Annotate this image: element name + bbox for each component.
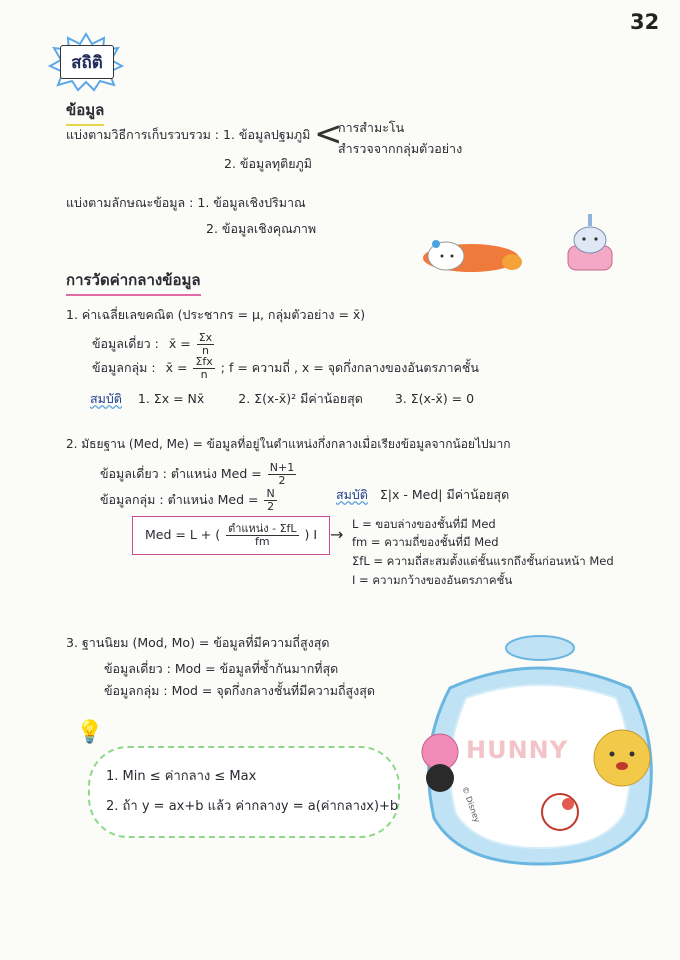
mean-group-fraction bbox=[193, 356, 214, 381]
mean-group-numerator: Σfx bbox=[195, 355, 213, 368]
median-formula-box bbox=[132, 516, 330, 555]
section-data-heading: ข้อมูล bbox=[66, 98, 104, 126]
median-single-denominator: 2 bbox=[278, 474, 286, 488]
bath-cat-sticker bbox=[562, 212, 618, 274]
page-number: 32 bbox=[630, 10, 660, 34]
arrow-right-icon: → bbox=[330, 525, 344, 544]
census-label: การสำมะโน bbox=[338, 120, 405, 135]
mean-property-1: 1. Σx = Nx̄ bbox=[137, 391, 205, 406]
page-title: สถิติ bbox=[60, 45, 114, 79]
disney-mark: © Disney bbox=[460, 785, 482, 824]
mean-property-3: 3. Σ(x-x̄) = 0 bbox=[394, 391, 475, 406]
central-tendency-heading: การวัดค่ากลางข้อมูล bbox=[66, 268, 201, 296]
note-box bbox=[88, 746, 400, 838]
median-single-row bbox=[100, 462, 298, 487]
mean-group-lhs: x̄ = bbox=[165, 360, 188, 376]
mean-property-2: 2. Σ(x-x̄)² มีค่าน้อยสุด bbox=[238, 391, 363, 406]
mean-group-row bbox=[92, 356, 479, 381]
mean-single-denominator: n bbox=[201, 344, 209, 358]
data-type-line: แบ่งตามลักษณะข้อมูล : 1. ข้อมูลเชิงปริมาณ bbox=[66, 195, 306, 210]
legend-sfl: ΣfL = ความถี่สะสมตั้งแต่ชั้นแรกถึงชั้นก่อนหน้า Med bbox=[352, 554, 614, 568]
sleeping-cat-sticker bbox=[416, 226, 526, 276]
sample-survey-label: สำรวจจากกลุ่มตัวอย่าง bbox=[338, 141, 463, 156]
mean-single-fraction bbox=[197, 332, 214, 357]
median-formula-lhs: Med = L + ( bbox=[145, 527, 221, 543]
hunny-jar-label: HUNNY bbox=[466, 736, 569, 764]
mean-group-denominator: n bbox=[200, 368, 208, 382]
qualitative-data-item: 2. ข้อมูลเชิงคุณภาพ bbox=[206, 221, 317, 236]
median-group-label: ข้อมูลกลุ่ม : ตำแหน่ง Med = bbox=[100, 492, 259, 508]
note-line-1: 1. Min ≤ ค่ากลาง ≤ Max bbox=[106, 769, 257, 784]
median-single-fraction bbox=[268, 462, 296, 487]
bracket-icon: < bbox=[314, 114, 343, 154]
mean-single-numerator: Σx bbox=[198, 331, 213, 344]
median-group-fraction bbox=[264, 488, 276, 513]
mean-properties-row bbox=[90, 392, 474, 406]
mode-single: ข้อมูลเดี่ยว : Mod = ข้อมูลที่ซ้ำกันมากที่สุด bbox=[104, 661, 339, 676]
mean-group-label: ข้อมูลกลุ่ม : bbox=[92, 360, 156, 376]
mean-group-note: ; f = ความถี่ , x = จุดกึ่งกลางของอันตรภาคชั้น bbox=[220, 360, 479, 376]
median-formula-denominator: fm bbox=[255, 535, 270, 549]
median-single-label: ข้อมูลเดี่ยว : ตำแหน่ง Med = bbox=[100, 466, 262, 482]
median-formula-rhs: ) I bbox=[304, 527, 318, 543]
collection-method-prefix: แบ่งตามวิธีการเก็บรวบรวม : 1. bbox=[66, 127, 235, 142]
mode-group: ข้อมูลกลุ่ม : Mod = จุดกึ่งกลางชั้นที่มีความถี่สูงสุด bbox=[104, 683, 376, 698]
median-group-row bbox=[100, 488, 279, 513]
legend-L: L = ขอบล่างของชั้นที่มี Med bbox=[352, 517, 496, 531]
median-properties-label: สมบัติ bbox=[336, 487, 368, 502]
mean-title: 1. ค่าเฉลี่ยเลขคณิต (ประชากร = μ, กลุ่มตัวอย่าง = x̄) bbox=[66, 307, 366, 322]
median-single-numerator: N+1 bbox=[269, 461, 295, 474]
legend-fm: fm = ความถี่ของชั้นที่มี Med bbox=[352, 535, 499, 549]
mean-single-label: ข้อมูลเดี่ยว : bbox=[92, 336, 159, 352]
median-properties-row bbox=[336, 488, 509, 502]
legend-I: I = ความกว้างของอันตรภาคชั้น bbox=[352, 573, 513, 587]
secondary-data-item: 2. ข้อมูลทุติยภูมิ bbox=[224, 156, 313, 171]
median-formula-fraction bbox=[226, 523, 298, 548]
median-group-numerator: N bbox=[266, 487, 275, 500]
median-property-text: Σ|x - Med| มีค่าน้อยสุด bbox=[379, 487, 510, 502]
median-title: 2. มัธยฐาน (Med, Me) = ข้อมูลที่อยู่ในตำแหน่งกึ่งกลางเมื่อเรียงข้อมูลจากน้อยไปมาก bbox=[66, 437, 511, 451]
median-formula-numerator: ตำแหน่ง - ΣfL bbox=[228, 522, 297, 535]
mean-properties-label: สมบัติ bbox=[90, 391, 122, 406]
mean-single-row bbox=[92, 332, 216, 357]
collection-method-line bbox=[66, 128, 310, 142]
mean-single-lhs: x̄ = bbox=[168, 336, 191, 352]
mode-title: 3. ฐานนิยม (Mod, Mo) = ข้อมูลที่มีความถี่สูงสุด bbox=[66, 635, 330, 650]
lightbulb-icon: 💡 bbox=[76, 720, 104, 745]
note-line-2: 2. ถ้า y = ax+b แล้ว ค่ากลางy = a(ค่ากลางx)+b bbox=[106, 799, 399, 814]
primary-data-item: ข้อมูลปฐมภูมิ bbox=[238, 127, 311, 142]
median-group-denominator: 2 bbox=[267, 500, 275, 514]
